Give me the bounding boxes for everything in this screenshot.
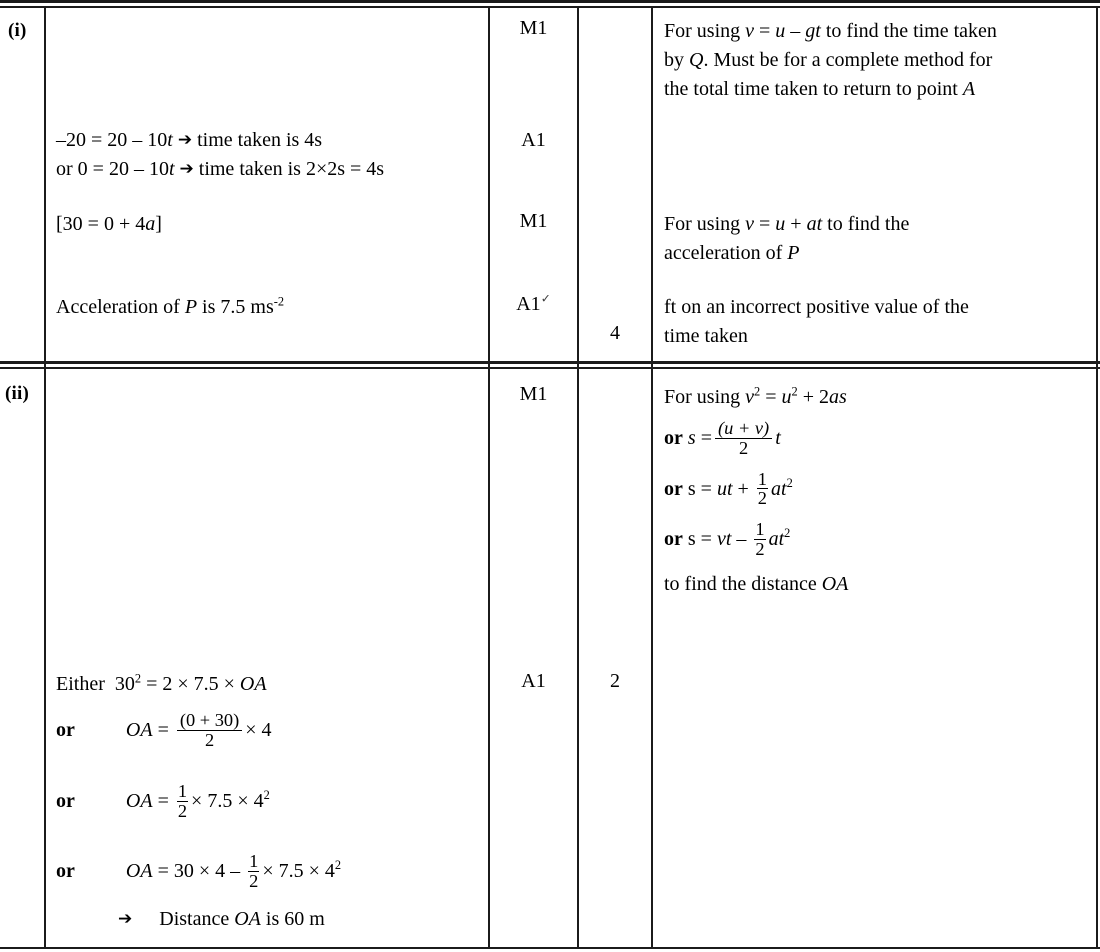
working-distance-or-2	[56, 783, 270, 822]
symbol-OA: OA	[125, 859, 153, 882]
or-label: or	[56, 789, 75, 812]
equation-1a-rhs: time taken is 4s	[192, 129, 323, 151]
symbol-as: as	[828, 386, 847, 408]
fraction-denominator: 2	[757, 488, 767, 509]
fraction-denominator: 2	[177, 800, 188, 821]
minus-sign: –	[731, 527, 752, 550]
equation-tail: × 7.5 × 4	[191, 789, 264, 812]
fraction-denominator: 2	[755, 538, 765, 559]
mark-i-m1-first: M1	[519, 17, 548, 39]
table-top-border-outer	[0, 0, 1100, 3]
symbol-u: u	[775, 20, 786, 42]
plus-sign: +	[732, 477, 754, 500]
symbol-t-2: t	[168, 158, 175, 180]
or-label: or	[56, 718, 75, 741]
comment-line-2: time taken	[664, 325, 748, 347]
fraction-one-half	[248, 852, 259, 891]
answer-text-b: is 7.5 ms	[197, 296, 274, 318]
formula-purpose-text	[664, 570, 1100, 599]
equals-sign: =	[760, 386, 782, 408]
check-icon: ✓	[540, 291, 551, 306]
symbol-at: at	[768, 527, 785, 550]
symbol-gt: gt	[805, 20, 821, 42]
row-divider-inner	[0, 367, 1100, 369]
or-label: or	[664, 527, 683, 550]
comment-tail: to find the time taken	[820, 20, 997, 42]
symbol-t: t	[775, 426, 781, 449]
working-distance-or-1	[56, 712, 272, 751]
symbol-vt: vt	[716, 527, 732, 550]
symbol-ut: ut	[716, 477, 733, 500]
total-marks-i: 4	[610, 322, 620, 344]
symbol-OA: OA	[821, 572, 849, 595]
fraction-one-half	[177, 782, 188, 821]
exponent-2: 2	[791, 384, 798, 399]
arrow-icon: ➔	[177, 130, 193, 150]
fraction-one-half	[754, 520, 765, 559]
comment-text: For using	[664, 20, 746, 42]
fraction-numerator: 1	[755, 519, 765, 540]
arrow-icon: ➔	[179, 159, 194, 179]
symbol-P: P	[184, 296, 198, 318]
exponent-2: 2	[754, 384, 761, 399]
comment-text: For using	[664, 386, 746, 408]
either-label: Either	[56, 673, 105, 695]
answer-text-a: Distance	[159, 908, 235, 930]
comment-text: For using	[664, 213, 746, 235]
answer-text-b: is 60 m	[260, 908, 325, 930]
exponent-2: 2	[134, 671, 142, 686]
part-label-ii: (ii)	[5, 383, 30, 404]
symbol-OA: OA	[234, 908, 261, 930]
plus-sign: +	[785, 213, 807, 235]
exponent-2: 2	[786, 475, 793, 490]
symbol-OA: OA	[239, 673, 267, 695]
symbol-v: v	[745, 213, 755, 235]
fraction-numerator: (u + v)	[717, 418, 770, 438]
comment-text-2b: . Must be for a complete method for	[703, 49, 993, 71]
working-distance-answer	[56, 905, 325, 934]
comment-method-time-taken	[664, 17, 1100, 104]
s-equals: s =	[687, 527, 717, 550]
fraction-denominator: 2	[715, 438, 772, 458]
total-marks-ii: 2	[610, 670, 620, 692]
comment-line-1: ft on an incorrect positive value of the	[664, 296, 969, 318]
symbol-u: u	[775, 213, 786, 235]
working-acceleration-answer	[56, 293, 284, 322]
answer-text-a: Acceleration of	[56, 296, 185, 318]
symbol-s: s	[687, 426, 696, 449]
formula-ut-plus-half-at2	[664, 468, 1100, 510]
exponent-2: 2	[784, 526, 791, 541]
arrow-icon: ➔	[118, 909, 133, 929]
table-top-border-inner	[0, 6, 1100, 8]
value-30: 30	[114, 673, 135, 695]
equals-sign: =	[152, 718, 174, 741]
equation-tail: × 7.5 × 4	[262, 859, 335, 882]
symbol-u: u	[781, 386, 792, 408]
fraction-numerator: (0 + 30)	[179, 710, 240, 730]
symbol-P: P	[787, 242, 800, 264]
fraction-u-plus-v-over-2	[715, 419, 772, 458]
column-border-total	[651, 6, 653, 948]
fraction-denominator: 2	[249, 870, 259, 891]
symbol-t: t	[167, 129, 173, 151]
equation-1b-rhs: time taken is 2×2s = 4s	[193, 158, 385, 180]
working-distance-or-3	[56, 853, 341, 892]
equals-sign: =	[754, 213, 776, 235]
comment-method-acceleration	[664, 210, 1100, 268]
mark-ii-a1: A1	[521, 670, 546, 692]
equation-rhs: = 2 × 7.5 ×	[141, 673, 240, 695]
column-border-part	[44, 6, 46, 948]
table-bottom-border	[0, 947, 1100, 949]
working-distance-either	[56, 670, 267, 699]
fraction-zero-plus-30-over-2	[177, 711, 242, 750]
symbol-v: v	[745, 20, 755, 42]
fraction-numerator: 1	[757, 468, 767, 489]
mark-i-a1-first: A1	[521, 129, 546, 151]
comment-suvat-formula-list	[664, 383, 1100, 599]
s-equals: s =	[687, 477, 717, 500]
equals-sign: =	[152, 789, 174, 812]
symbol-at: at	[806, 213, 823, 235]
exponent-2: 2	[263, 788, 270, 803]
symbol-Q: Q	[689, 49, 704, 71]
or-label: or	[56, 859, 75, 882]
comment-tail: to find the	[822, 213, 910, 235]
comment-follow-through	[664, 293, 1100, 351]
symbol-OA: OA	[125, 789, 153, 812]
symbol-a: a	[145, 213, 156, 235]
formula-average-velocity	[664, 420, 1100, 459]
or-label: or	[664, 477, 683, 500]
symbol-A: A	[962, 78, 976, 100]
mark-i-m1-second: M1	[519, 210, 548, 232]
comment-text-3a: the total time taken to return to point	[664, 78, 963, 100]
equation-1b-lhs: or 0 = 20 – 10	[56, 158, 169, 180]
mark-ii-m1: M1	[519, 383, 548, 405]
fraction-numerator: 1	[249, 851, 259, 871]
formula-vt-minus-half-at2	[664, 521, 1100, 560]
mark-label: A1	[516, 293, 541, 315]
equals-sign: =	[700, 426, 712, 449]
fraction-numerator: 1	[177, 781, 188, 801]
comment-text-2: acceleration of	[664, 242, 788, 264]
fraction-denominator: 2	[177, 730, 242, 750]
working-time-taken	[56, 126, 384, 184]
or-label: or	[664, 426, 683, 449]
minus-sign: –	[785, 20, 806, 42]
equation-2-lhs: [30 = 0 + 4	[56, 213, 146, 235]
plus-2: + 2	[797, 386, 829, 408]
row-divider-outer	[0, 361, 1100, 364]
fraction-one-half	[757, 470, 768, 509]
part-label-i: (i)	[8, 20, 27, 41]
comment-text-2a: by	[664, 49, 689, 71]
symbol-v: v	[745, 386, 755, 408]
equation-2-close: ]	[155, 213, 162, 235]
equation-1a-lhs: –20 = 20 – 10	[56, 129, 168, 151]
symbol-at: at	[771, 477, 787, 500]
comment-text: to find the distance	[664, 572, 822, 595]
working-acceleration-equation	[56, 210, 162, 239]
equation-tail: × 4	[245, 718, 272, 741]
exponent-minus-2: -2	[273, 294, 285, 309]
mark-i-a1-ft	[489, 293, 578, 316]
equation-lhs: = 30 × 4 –	[152, 859, 246, 882]
exponent-2: 2	[334, 858, 342, 873]
symbol-OA: OA	[125, 718, 153, 741]
formula-v-squared	[664, 383, 1100, 412]
equals-sign: =	[754, 20, 776, 42]
